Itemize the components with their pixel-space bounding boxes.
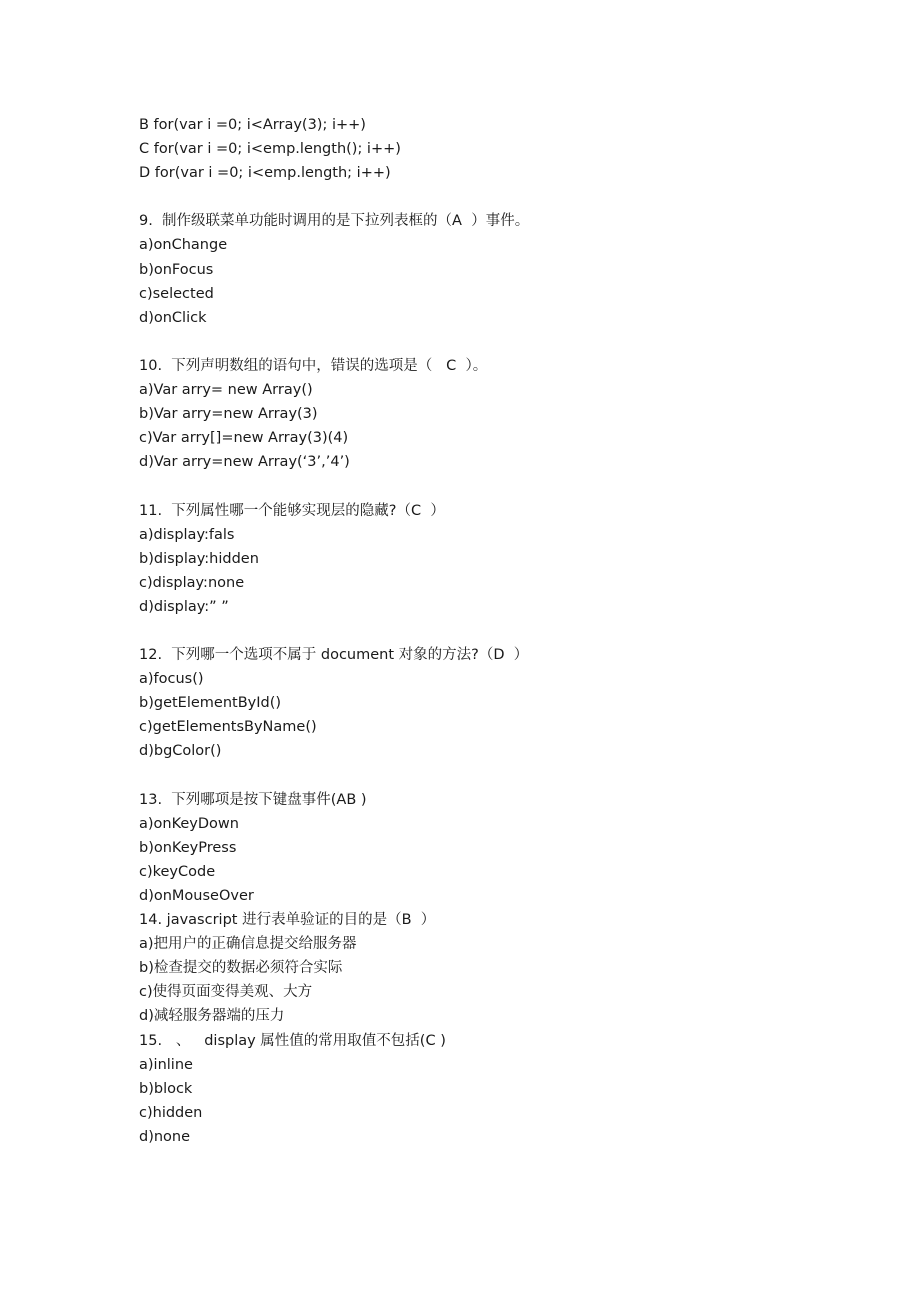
option-c: c)Var arry[]=new Array(3)(4) bbox=[139, 430, 349, 447]
question-14 bbox=[139, 908, 839, 1028]
option-c: C for(var i =0; i<emp.length(); i++) bbox=[139, 141, 401, 158]
question-11 bbox=[139, 499, 839, 619]
option-a: a)inline bbox=[139, 1056, 193, 1073]
spacer bbox=[139, 764, 839, 788]
option-c: c)display:none bbox=[139, 574, 245, 591]
spacer bbox=[139, 185, 839, 209]
question-15 bbox=[139, 1029, 839, 1149]
question-text: 10. 下列声明数组的语句中，错误的选项是（ C ）。 bbox=[139, 357, 488, 374]
option-c: c)keyCode bbox=[139, 863, 216, 880]
option-d: d)onClick bbox=[139, 309, 207, 326]
question-10 bbox=[139, 354, 839, 474]
question-12 bbox=[139, 643, 839, 763]
question-text: 12. 下列哪一个选项不属于 document 对象的方法?（D ） bbox=[139, 647, 529, 664]
option-b: b)display:hidden bbox=[139, 550, 259, 567]
option-a: a)display:fals bbox=[139, 526, 235, 543]
option-b: b)onFocus bbox=[139, 261, 214, 278]
option-d: D for(var i =0; i<emp.length; i++) bbox=[139, 165, 391, 182]
option-c: c)使得页面变得美观、大方 bbox=[139, 984, 313, 1001]
spacer bbox=[139, 619, 839, 643]
question-9 bbox=[139, 209, 839, 329]
option-d: d)display:” ” bbox=[139, 598, 229, 615]
option-b: b)getElementById() bbox=[139, 695, 282, 712]
spacer bbox=[139, 330, 839, 354]
option-b: b)onKeyPress bbox=[139, 839, 237, 856]
option-a: a)把用户的正确信息提交给服务器 bbox=[139, 936, 357, 953]
option-d: d)减轻服务器端的压力 bbox=[139, 1008, 285, 1025]
option-c: c)getElementsByName() bbox=[139, 719, 317, 736]
question-text: 15. 、 display 属性值的常用取值不包括(C ) bbox=[139, 1032, 446, 1049]
option-d: d)Var arry=new Array(‘3’,’4’) bbox=[139, 454, 350, 471]
question-text: 11. 下列属性哪一个能够实现层的隐藏?（C ） bbox=[139, 502, 445, 519]
spacer bbox=[139, 474, 839, 498]
option-a: a)Var arry= new Array() bbox=[139, 382, 313, 399]
question-text: 13. 下列哪项是按下键盘事件(AB ) bbox=[139, 791, 367, 808]
option-a: a)onKeyDown bbox=[139, 815, 239, 832]
option-b: B for(var i =0; i<Array(3); i++) bbox=[139, 117, 366, 133]
document-page bbox=[139, 113, 839, 1149]
question-text: 9. 制作级联菜单功能时调用的是下拉列表框的（A ）事件。 bbox=[139, 213, 530, 230]
option-c: c)selected bbox=[139, 285, 214, 302]
question-13 bbox=[139, 788, 839, 908]
option-b: b)Var arry=new Array(3) bbox=[139, 406, 318, 423]
question-8-continuation bbox=[139, 113, 839, 185]
option-d: d)bgColor() bbox=[139, 743, 222, 760]
option-c: c)hidden bbox=[139, 1104, 203, 1121]
option-d: d)none bbox=[139, 1128, 191, 1145]
option-b: b)block bbox=[139, 1080, 193, 1097]
option-a: a)focus() bbox=[139, 671, 204, 688]
question-text: 14. javascript 进行表单验证的目的是（B ） bbox=[139, 912, 436, 929]
option-b: b)检查提交的数据必须符合实际 bbox=[139, 960, 343, 977]
option-d: d)onMouseOver bbox=[139, 888, 254, 904]
option-a: a)onChange bbox=[139, 237, 228, 254]
